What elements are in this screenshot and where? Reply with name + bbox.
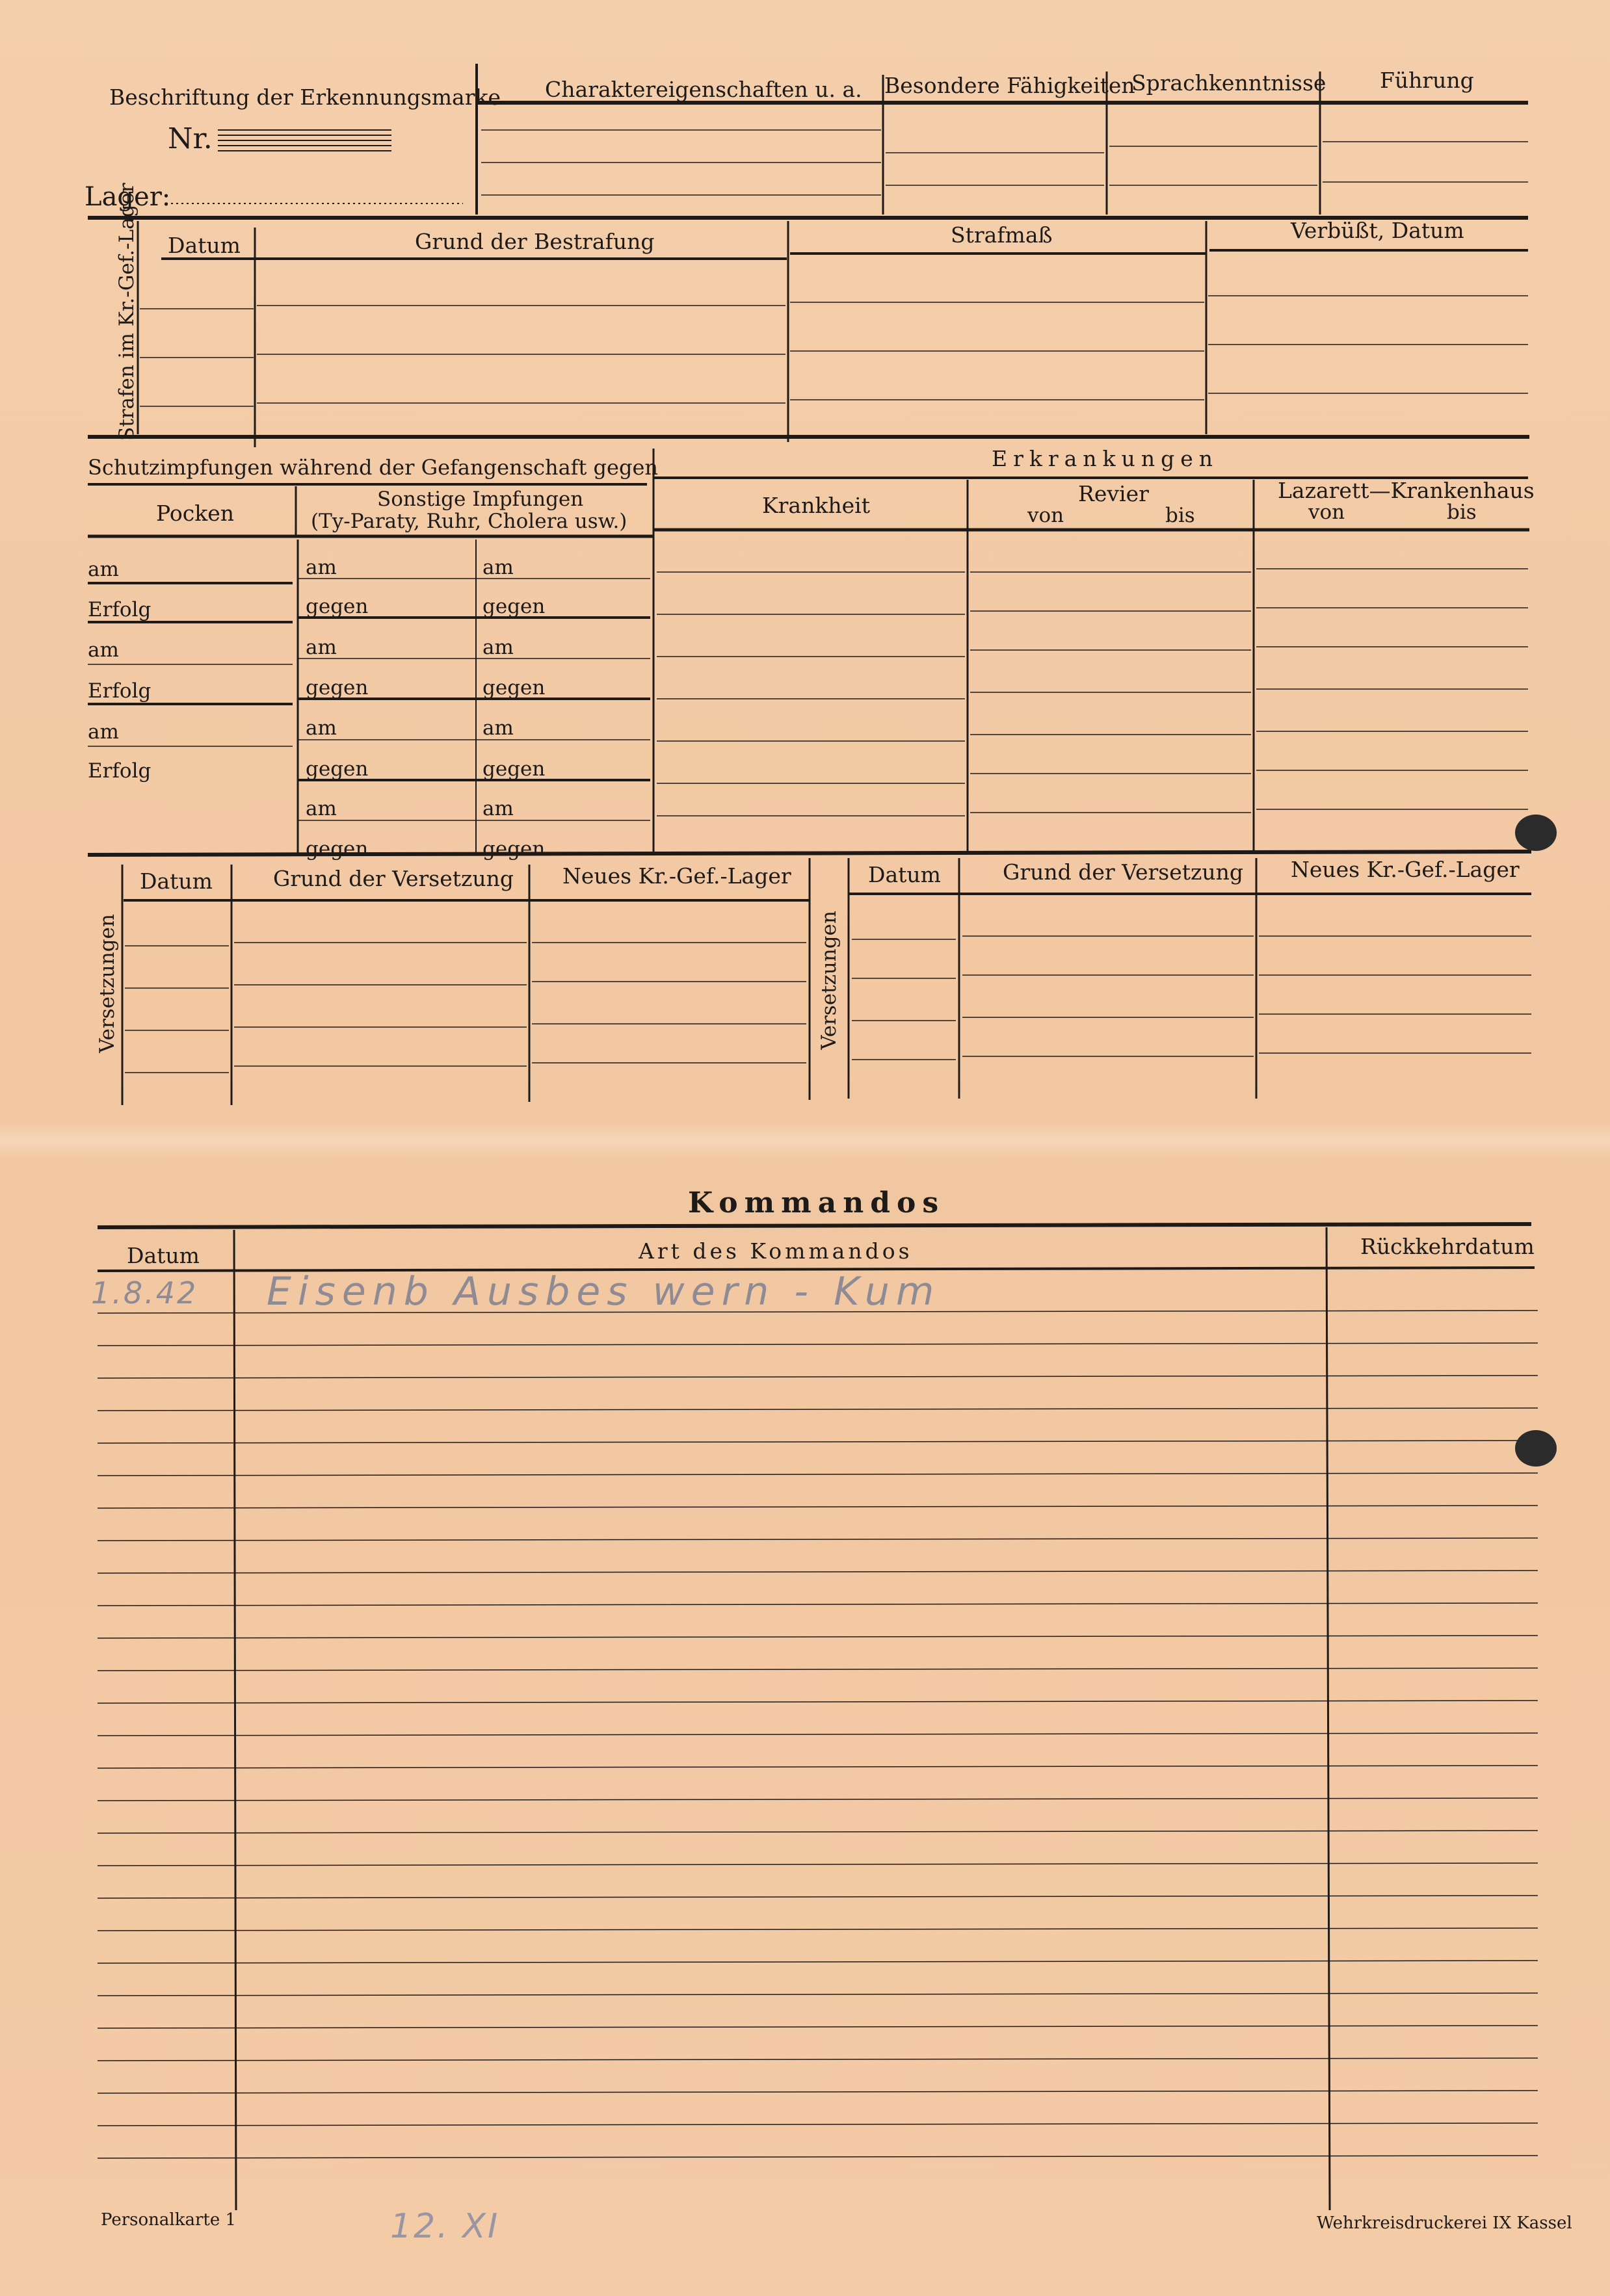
sonstige-row-label: gegen bbox=[306, 676, 369, 699]
versetzung-datum-header-left: Datum bbox=[140, 868, 213, 894]
lazarett-bis: bis bbox=[1447, 501, 1477, 524]
verbuesst-header: Verbüßt, Datum bbox=[1291, 218, 1464, 243]
kommando-ruled-line bbox=[98, 1961, 1538, 1963]
sprachkenntnisse-header: Sprachkenntnisse bbox=[1131, 70, 1326, 96]
neues-lager-header-right: Neues Kr.-Gef.-Lager bbox=[1291, 857, 1520, 882]
kommando-ruled-line bbox=[98, 1928, 1538, 1931]
versetzungen-side-label-right: Versetzungen bbox=[817, 911, 841, 1050]
kommando-ruled-line bbox=[98, 1733, 1538, 1736]
kommando-entry-datum: 1.8.42 bbox=[91, 1275, 198, 1311]
lazarett-von: von bbox=[1308, 501, 1345, 524]
sonstige-row-label: gegen bbox=[306, 837, 369, 861]
sonstige-row-label: am bbox=[482, 797, 514, 820]
kommando-ruled-line bbox=[98, 1993, 1538, 1996]
krankheit-header: Krankheit bbox=[762, 493, 870, 518]
strafmass-header: Strafmaß bbox=[951, 222, 1053, 248]
fuehrung-header: Führung bbox=[1380, 68, 1474, 93]
sonstige-row-label: am bbox=[482, 716, 514, 740]
pocken-row-label: Erfolg bbox=[88, 598, 152, 621]
sonstige-row-label: gegen bbox=[482, 676, 546, 699]
kommando-ruled-line bbox=[98, 2026, 1538, 2028]
kommando-ruled-line bbox=[98, 1636, 1538, 1638]
kommando-ruled-line bbox=[98, 1896, 1538, 1898]
kommando-ruled-line bbox=[98, 1831, 1538, 1833]
sonstige-row-label: gegen bbox=[482, 595, 546, 618]
versetzung-grund-header-right: Grund der Versetzung bbox=[1003, 859, 1244, 885]
sonstige-row-label: am bbox=[306, 716, 337, 740]
footer-personalkarte: Personalkarte 1 bbox=[101, 2210, 237, 2230]
pocken-header: Pocken bbox=[156, 501, 234, 526]
kommando-ruled-line bbox=[98, 1571, 1538, 1573]
versetzung-datum-header-right: Datum bbox=[868, 862, 941, 887]
kommando-ruled-line bbox=[98, 1603, 1538, 1606]
sonstige-row-label: gegen bbox=[306, 595, 369, 618]
impfungen-header: Schutzimpfungen während der Gefangenschaft gegen bbox=[88, 455, 658, 480]
sonstige-impfungen-header: Sonstige Impfungen bbox=[377, 488, 584, 511]
kommando-ruled-line bbox=[98, 1343, 1538, 1346]
pocken-row-label: am bbox=[88, 558, 119, 581]
kommando-ruled-line bbox=[98, 1538, 1538, 1541]
kommando-ruled-line bbox=[98, 1863, 1538, 1866]
kommando-ruled-line bbox=[98, 2156, 1538, 2158]
kommando-ruled-line bbox=[98, 1408, 1538, 1411]
charakter-header: Charaktereigenschaften u. a. bbox=[545, 77, 862, 102]
revier-header: Revier bbox=[1078, 481, 1149, 506]
lager-label: Lager: bbox=[85, 182, 171, 212]
sonstige-row-label: am bbox=[306, 556, 337, 579]
sonstige-row-label: am bbox=[306, 797, 337, 820]
kommando-ruled-line bbox=[98, 1701, 1538, 1703]
kommando-datum-header: Datum bbox=[127, 1243, 200, 1268]
sonstige-row-label: am bbox=[482, 556, 514, 579]
erkrankungen-header: Erkrankungen bbox=[992, 446, 1219, 471]
sonstige-row-label: gegen bbox=[306, 757, 369, 781]
revier-bis: bis bbox=[1165, 504, 1195, 527]
revier-von: von bbox=[1027, 504, 1064, 527]
kommando-entry-art: Eisenb Ausbes wern - Kum bbox=[267, 1269, 941, 1314]
pocken-row-label: Erfolg bbox=[88, 679, 152, 703]
kommando-ruled-line bbox=[98, 1473, 1538, 1476]
kommandos-title: Kommandos bbox=[688, 1186, 945, 1220]
punch-hole bbox=[1515, 815, 1557, 851]
rueckkehrdatum-header: Rückkehrdatum bbox=[1360, 1234, 1535, 1259]
kommando-ruled-line bbox=[98, 2058, 1538, 2061]
kommando-ruled-line bbox=[98, 1376, 1538, 1378]
sonstige-row-label: gegen bbox=[482, 837, 546, 861]
nr-label: Nr. bbox=[168, 122, 213, 155]
kommando-ruled-line bbox=[98, 1766, 1538, 1768]
pocken-row-label: am bbox=[88, 720, 119, 744]
kommando-ruled-line bbox=[98, 2091, 1538, 2093]
sonstige-row-label: am bbox=[482, 636, 514, 659]
versetzung-grund-header-left: Grund der Versetzung bbox=[273, 866, 514, 891]
sonstige-impfungen-subheader: (Ty-Paraty, Ruhr, Cholera usw.) bbox=[311, 510, 627, 533]
sonstige-row-label: am bbox=[306, 636, 337, 659]
pocken-row-label: am bbox=[88, 638, 119, 662]
kommando-art-header: Art des Kommandos bbox=[639, 1238, 913, 1264]
paper-fold-crease bbox=[0, 1121, 1610, 1160]
versetzungen-side-label-left: Versetzungen bbox=[96, 914, 119, 1053]
neues-lager-header-left: Neues Kr.-Gef.-Lager bbox=[562, 863, 791, 889]
footer-druckerei: Wehrkreisdruckerei IX Kassel bbox=[1317, 2213, 1572, 2233]
kommando-ruled-line bbox=[98, 1798, 1538, 1801]
kommando-ruled-line bbox=[98, 1668, 1538, 1671]
punch-hole bbox=[1515, 1430, 1557, 1467]
pocken-row-label: Erfolg bbox=[88, 759, 152, 783]
sonstige-row-label: gegen bbox=[482, 757, 546, 781]
erkennungsmarke-label: Beschriftung der Erkennungsmarke bbox=[109, 85, 501, 110]
kommando-ruled-line bbox=[98, 2123, 1538, 2126]
strafen-datum-header: Datum bbox=[168, 233, 241, 258]
faehigkeiten-header: Besondere Fähigkeiten bbox=[884, 73, 1135, 98]
grund-bestrafung-header: Grund der Bestrafung bbox=[415, 229, 655, 254]
kommando-ruled-line bbox=[98, 1506, 1538, 1508]
strafen-side-label: Strafen im Kr.-Gef.-Lager bbox=[115, 183, 139, 441]
kommando-ruled-line bbox=[98, 1441, 1538, 1443]
footer-handwritten-note: 12. XI bbox=[390, 2207, 500, 2246]
lazarett-header: Lazarett—Krankenhaus bbox=[1278, 478, 1535, 503]
